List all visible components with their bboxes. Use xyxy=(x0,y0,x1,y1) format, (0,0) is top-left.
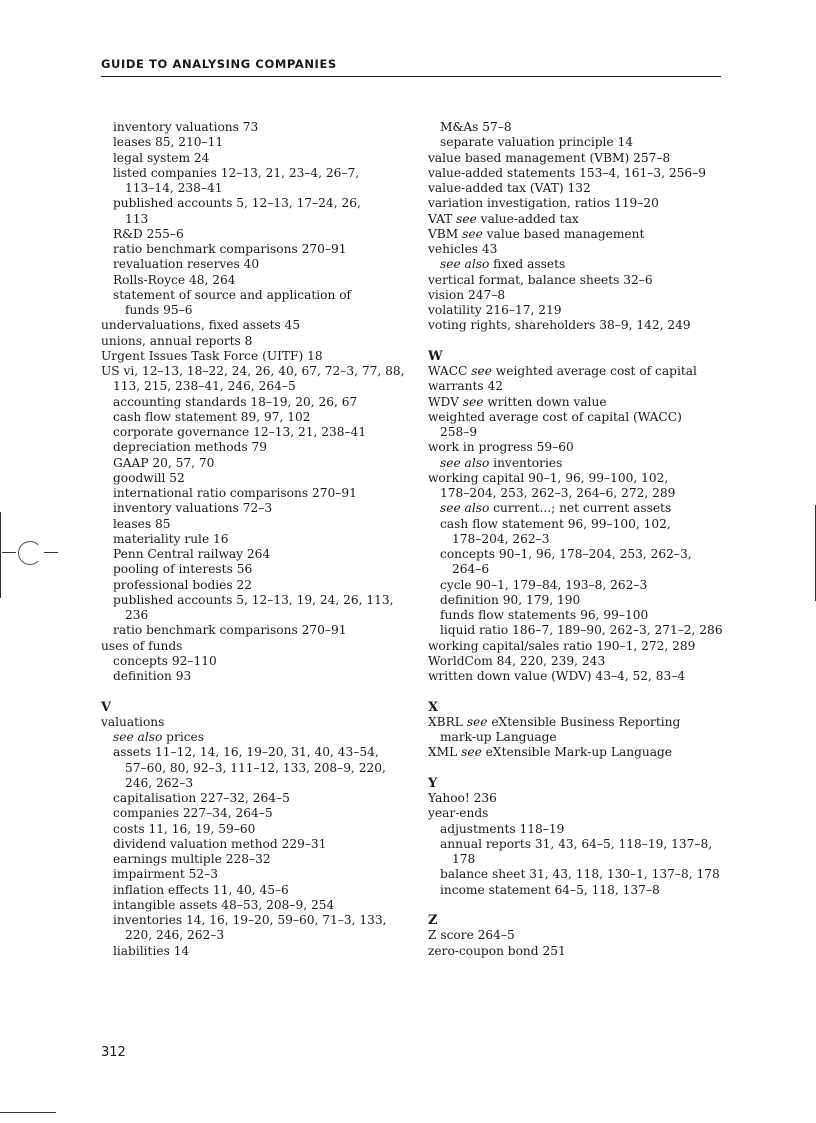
index-entry: working capital 90–1, 96, 99–100, 102, 178–204, 253, 262–3, 264–6, 272, 289 xyxy=(428,470,676,500)
index-subentry: statement of source and application of funds 95–6 xyxy=(113,287,352,317)
index-subentry: costs 11, 16, 19, 59–60 xyxy=(113,821,256,836)
index-entry: working capital/sales ratio 190–1, 272, 289 xyxy=(428,638,696,653)
index-subentry: published accounts 5, 12–13, 17–24, 26, 113 xyxy=(113,196,361,226)
index-entry: warrants 42 xyxy=(428,379,503,394)
index-entry: written down value (WDV) 43–4, 52, 83–4 xyxy=(428,669,686,683)
index-entry: WACC see weighted average cost of capital xyxy=(428,364,697,378)
index-subentry: R&D 255–6 xyxy=(113,226,184,241)
registration-mark xyxy=(2,552,16,553)
index-entry: unions, annual reports 8 xyxy=(101,333,253,348)
index-subentry: annual reports 31, 43, 64–5, 118–19, 137–8, 178 xyxy=(440,836,713,866)
index-subentry: intangible assets 48–53, 208–9, 254 xyxy=(113,897,335,912)
index-subentry: Rolls-Royce 48, 264 xyxy=(113,272,236,287)
index-entry: XBRL see eXtensible Business Reporting mark-up Language xyxy=(428,714,681,744)
index-subentry: inventories 14, 16, 19–20, 59–60, 71–3, 133, 220, 246, 262–3 xyxy=(113,913,387,943)
index-subentry: GAAP 20, 57, 70 xyxy=(113,455,215,470)
index-subentry: inflation effects 11, 40, 45–6 xyxy=(113,882,289,897)
index-subentry: liquid ratio 186–7, 189–90, 262–3, 271–2, 286 xyxy=(440,623,723,638)
index-subentry: accounting standards 18–19, 20, 26, 67 xyxy=(113,394,358,409)
index-entry: variation investigation, ratios 119–20 xyxy=(428,196,659,211)
index-column-right xyxy=(428,120,728,959)
index-entry: year-ends xyxy=(428,806,489,821)
index-entry: value based management (VBM) 257–8 xyxy=(428,150,671,165)
scan-edge-mark xyxy=(0,512,1,598)
index-entry: voting rights, shareholders 38–9, 142, 249 xyxy=(428,318,691,333)
index-section-letter: Y xyxy=(428,775,438,791)
index-subentry: capitalisation 227–32, 264–5 xyxy=(113,791,290,805)
index-subentry: definition 90, 179, 190 xyxy=(440,592,581,607)
index-subentry: definition 93 xyxy=(113,669,192,683)
index-subentry: balance sheet 31, 43, 118, 130–1, 137–8, 178 xyxy=(440,867,720,882)
index-subentry: goodwill 52 xyxy=(113,470,185,485)
index-entry: uses of funds xyxy=(101,638,183,653)
index-subentry: legal system 24 xyxy=(113,150,210,165)
index-subentry: ratio benchmark comparisons 270–91 xyxy=(113,623,347,638)
index-subentry: see also prices xyxy=(113,730,205,744)
index-subentry: inventory valuations 73 xyxy=(113,120,259,134)
index-subentry: see also current...; net current assets xyxy=(440,501,672,516)
index-entry: XML see eXtensible Mark-up Language xyxy=(428,745,672,760)
index-subentry: income statement 64–5, 118, 137–8 xyxy=(440,882,660,897)
registration-mark xyxy=(18,541,42,565)
index-entry: Urgent Issues Task Force (UITF) 18 xyxy=(101,348,323,363)
index-subentry: dividend valuation method 229–31 xyxy=(113,836,327,851)
index-section-letter: Z xyxy=(428,913,438,928)
index-entry: work in progress 59–60 xyxy=(428,440,574,455)
index-subentry: international ratio comparisons 270–91 xyxy=(113,486,357,500)
running-head: GUIDE TO ANALYSING COMPANIES xyxy=(101,57,337,71)
index-subentry: listed companies 12–13, 21, 23–4, 26–7, 113–14, 238–41 xyxy=(113,165,360,195)
index-subentry: impairment 52–3 xyxy=(113,867,218,882)
index-subentry: pooling of interests 56 xyxy=(113,562,253,577)
index-subentry: leases 85 xyxy=(113,516,171,531)
index-subentry: depreciation methods 79 xyxy=(113,440,267,455)
index-subentry: published accounts 5, 12–13, 19, 24, 26, 113, 236 xyxy=(113,592,394,622)
index-subentry: leases 85, 210–11 xyxy=(113,135,224,150)
index-subentry: ratio benchmark comparisons 270–91 xyxy=(113,242,347,256)
index-subentry: M&As 57–8 xyxy=(440,120,512,134)
index-subentry: concepts 90–1, 96, 178–204, 253, 262–3, 264–6 xyxy=(440,547,692,577)
index-subentry: cash flow statement 89, 97, 102 xyxy=(113,409,311,424)
index-subentry: see also fixed assets xyxy=(440,257,566,272)
index-entry: Z score 264–5 xyxy=(428,928,515,943)
index-subentry: revaluation reserves 40 xyxy=(113,257,260,272)
index-entry: US vi, 12–13, 18–22, 24, 26, 40, 67, 72–3, 77, 88, 113, 215, 238–41, 246, 264–5 xyxy=(101,364,405,394)
index-subentry: assets 11–12, 14, 16, 19–20, 31, 40, 43–54, 57–60, 80, 92–3, 111–12, 133, 208–9, 220, 246, 262–3 xyxy=(113,745,386,790)
registration-mark xyxy=(44,552,58,553)
scan-edge-mark xyxy=(0,1112,56,1113)
index-column-left xyxy=(101,120,405,959)
index-entry: VAT see value-added tax xyxy=(428,211,579,226)
index-subentry: earnings multiple 228–32 xyxy=(113,852,271,866)
index-entry: valuations xyxy=(101,714,165,729)
index-section-letter: X xyxy=(428,699,439,715)
index-subentry: separate valuation principle 14 xyxy=(440,135,634,150)
index-entry: value-added statements 153–4, 161–3, 256–9 xyxy=(428,165,706,180)
index-entry: weighted average cost of capital (WACC) 258–9 xyxy=(428,409,682,439)
index-section-letter: W xyxy=(428,348,443,364)
index-subentry: inventory valuations 72–3 xyxy=(113,501,273,516)
index-subentry: companies 227–34, 264–5 xyxy=(113,806,273,821)
index-entry: volatility 216–17, 219 xyxy=(428,303,562,317)
page-number: 312 xyxy=(101,1045,126,1060)
index-subentry: adjustments 118–19 xyxy=(440,821,565,836)
index-entry: WorldCom 84, 220, 239, 243 xyxy=(428,653,606,668)
index-subentry: materiality rule 16 xyxy=(113,531,229,546)
index-subentry: liabilities 14 xyxy=(113,943,190,958)
index-subentry: corporate governance 12–13, 21, 238–41 xyxy=(113,425,367,439)
index-entry: Yahoo! 236 xyxy=(428,791,497,805)
header-rule xyxy=(101,76,721,77)
index-subentry: Penn Central railway 264 xyxy=(113,547,271,561)
index-entry: undervaluations, fixed assets 45 xyxy=(101,318,301,333)
index-entry: VBM see value based management xyxy=(428,226,645,241)
index-entry: zero-coupon bond 251 xyxy=(428,943,566,958)
index-entry: vision 247–8 xyxy=(428,287,506,302)
index-subentry: cycle 90–1, 179–84, 193–8, 262–3 xyxy=(440,577,648,592)
index-entry: vehicles 43 xyxy=(428,242,498,256)
index-subentry: concepts 92–110 xyxy=(113,653,217,668)
index-entry: WDV see written down value xyxy=(428,394,607,409)
index-entry: vertical format, balance sheets 32–6 xyxy=(428,272,653,287)
index-subentry: professional bodies 22 xyxy=(113,577,253,592)
index-entry: value-added tax (VAT) 132 xyxy=(428,181,591,195)
index-section-letter: V xyxy=(101,699,112,715)
index-subentry: see also inventories xyxy=(440,455,563,470)
index-subentry: cash flow statement 96, 99–100, 102, 178–204, 262–3 xyxy=(440,516,671,546)
index-subentry: funds flow statements 96, 99–100 xyxy=(440,608,649,622)
